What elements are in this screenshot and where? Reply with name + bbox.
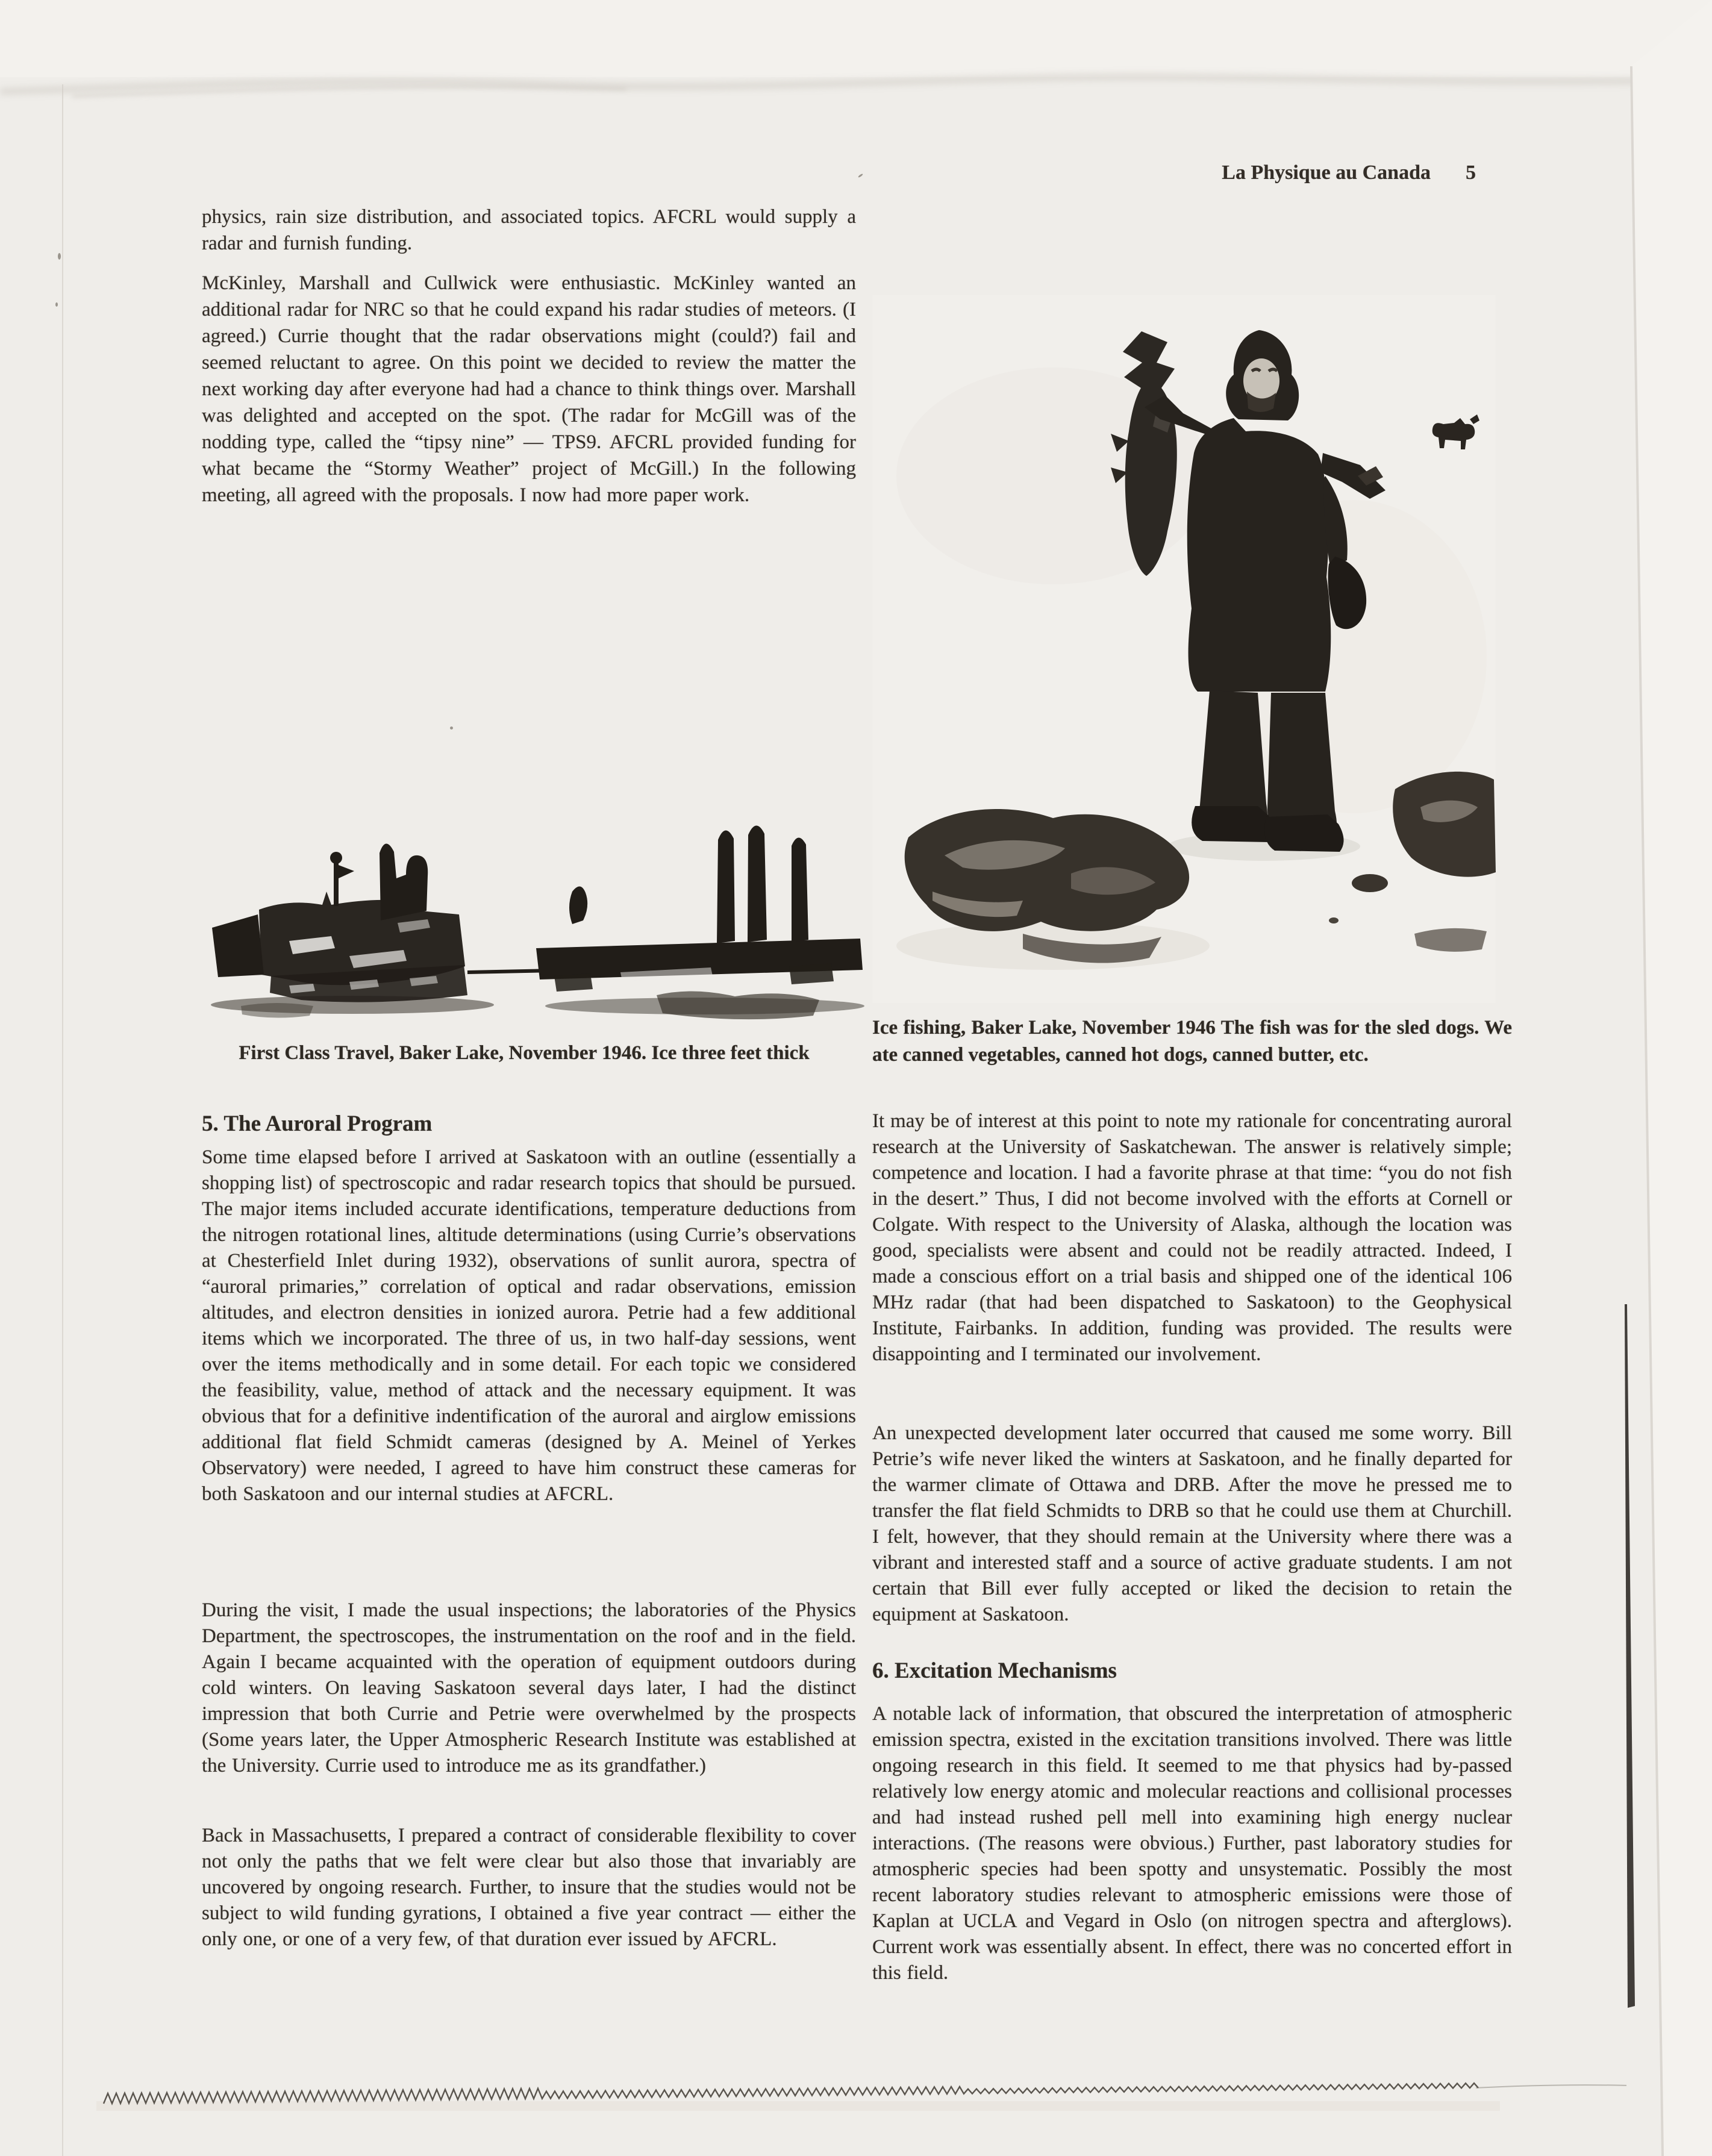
left-paragraph-1: physics, rain size distribution, and associated topics. AFCRL would supply a radar and furnish funding. <box>202 206 856 254</box>
paper-top-crease <box>0 0 1712 133</box>
section-5-heading: 5. The Auroral Program <box>202 1111 433 1136</box>
scan-speck <box>55 302 58 307</box>
paper-right-seam <box>1620 0 1712 2156</box>
scan-squiggle <box>0 2072 1712 2145</box>
left-paragraph-3: Some time elapsed before I arrived at Saskatoon with an outline (essentially a shopping list) of spectroscopic and radar research topics that should be pursued. The major items included accurate identifications, temperature deductions from the nitrogen rotational lines, altitude determinations (using Currie’s observations at Chesterfield Inlet during 1932), observations of sunlit aurora, spectra of “auroral primaries,” correlation of optical and radar observations, emission altitudes, and electron densities in ionized aurora. Petrie had a few additional items which we incorporated. The three of us, in two half-day sessions, went over the items methodically and in some detail. For each topic we considered the feasibility, value, method of attack and the necessary equipment. It was obvious that for a definitive indentification of the auroral and airglow emissions additional flat field Schmidt cameras (designed by A. Meinel of Yerkes Observatory) were needed, I agreed to have him construct these cameras for both Saskatoon and our internal studies at AFCRL. <box>202 1146 856 1505</box>
left-paragraph-4: During the visit, I made the usual inspections; the laboratories of the Physics Department, the spectroscopes, the instrumentation on the roof and in the field. Again I became acquainted with the operation of equipment outdoors during cold winters. On leaving Saskatoon several days later, I had the distinct impression that both Currie and Petrie were overwhelmed by the prospects (Some years later, the Upper Atmospheric Research Institute was established at the University. Currie used to introduce me as its grandfather.) <box>202 1599 856 1776</box>
right-paragraph-1: It may be of interest at this point to note my rationale for concentrating auroral research at the University of Saskatchewan. The answer is relatively simple; competence and location. I had a favorite phrase at that time: “you do not fish in the desert.” Thus, I did not become involved with the efforts at Cornell or Colgate. With respect to the University of Alaska, although the location was good, specialists were absent and could not be readily attracted. Indeed, I made a conscious effort on a trial basis and shipped one of the identical 106 MHz radar (that had been dispatched to Saskatoon) to the Geophysical Institute, Fairbanks. In addition, funding was provided. The results were disappointing and I terminated our involvement. <box>872 1110 1512 1365</box>
scan-speck <box>58 253 61 260</box>
left-paragraph-5: Back in Massachusetts, I prepared a contract of considerable flexibility to cover not only the paths that we felt were clear but also those that invariably are uncovered by ongoing research. Further, to insure that the studies would not be subject to wild funding gyrations, I obtained a five year contract — either the only one, or one of a very few, of that duration ever issued by AFCRL. <box>202 1825 856 1950</box>
page-number: 5 <box>1466 161 1476 184</box>
page-header <box>1222 161 1476 184</box>
right-paragraph-3: A notable lack of information, that obscured the interpretation of atmospheric emission spectra, existed in the excitation transitions involved. There was little ongoing research in this field. It seemed to me that physics had by-passed relatively low energy atomic and molecular reactions and collisional processes and had instead rushed pell mell into examining high energy nuclear interactions. (The reasons were obvious.) Further, past laboratory studies for atmospheric species had been spotty and unsystematic. Possibly the most recent laboratory studies relevant to atmospheric emissions were those of Kaplan at UCLA and Vegard in Oslo (on nitrogen spectra and afterglows). Current work was essentially absent. In effect, there was no concerted effort in this field. <box>872 1703 1512 1984</box>
scan-speck <box>858 173 863 178</box>
right-photo-caption: Ice fishing, Baker Lake, November 1946 The fish was for the sled dogs. We ate canned vegetables, canned hot dogs, canned butter, etc. <box>872 1017 1512 1066</box>
scan-speck <box>450 726 453 730</box>
section-6-heading: 6. Excitation Mechanisms <box>872 1658 1117 1683</box>
paper-left-edge <box>62 84 63 2156</box>
photo-first-class-travel <box>199 814 870 1022</box>
right-paragraph-2: An unexpected development later occurred that caused me some worry. Bill Petrie’s wife never liked the winters at Saskatoon, and he finally departed for the warmer climate of Ottawa and DRB. After the move he pressed me to transfer the flat field Schmidts to DRB so that he could use them at Churchill. I felt, however, that they should remain at the University where there was a vibrant and interested staff and a source of active graduate students. I am not certain that Bill ever fully accepted or liked the decision to retain the equipment at Saskatoon. <box>872 1422 1512 1625</box>
left-paragraph-2: McKinley, Marshall and Cullwick were enthusiastic. McKinley wanted an additional radar for NRC so that he could expand his radar studies of meteors. (I agreed.) Currie thought that the radar observations might (could?) fail and seemed reluctant to agree. On this point we decided to review the matter the next working day after everyone had had a chance to think things over. Marshall was delighted and accepted on the spot. (The radar for McGill was of the nodding type, called the “tipsy nine” — TPS9. AFCRL provided funding for what became the “Stormy Weather” project of McGill.) In the following meeting, all agreed with the proposals. I now had more paper work. <box>202 272 856 506</box>
journal-title: La Physique au Canada <box>1222 161 1431 184</box>
left-photo-caption: First Class Travel, Baker Lake, November 1946. Ice three feet thick <box>239 1042 810 1064</box>
photo-ice-fishing <box>872 295 1496 1003</box>
